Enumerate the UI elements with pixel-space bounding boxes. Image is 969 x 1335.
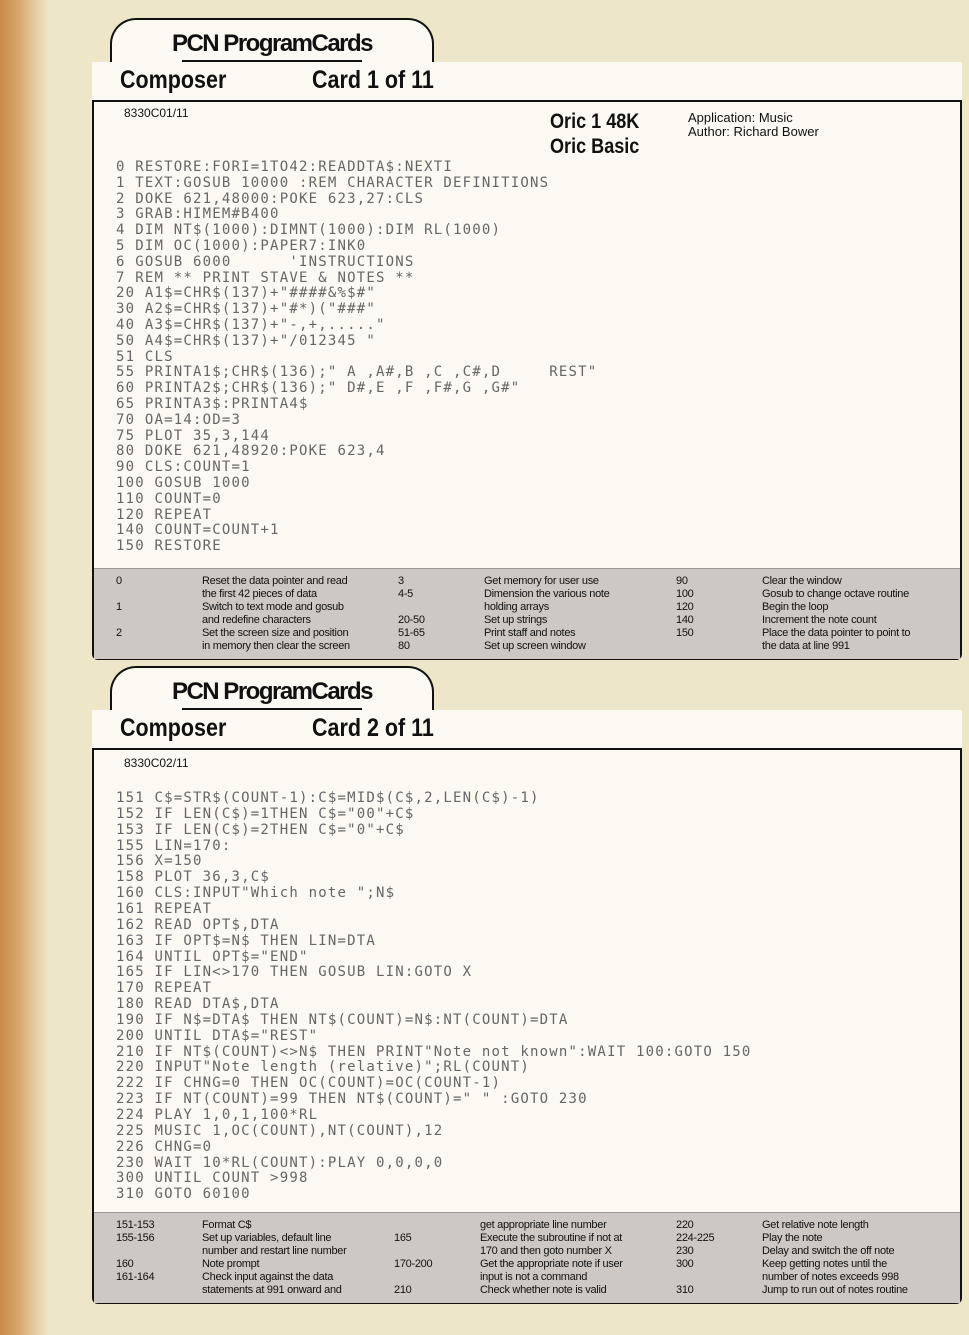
code-line: 7 REM ** PRINT STAVE & NOTES ** (116, 269, 415, 286)
note-lines: 1 (116, 601, 122, 613)
note-lines: 20-50 51-65 80 (398, 614, 425, 652)
code-line: 150 RESTORE (116, 538, 222, 555)
code-line: 100 GOSUB 1000 (116, 475, 251, 491)
code-line: 2 DOKE 621,48000:POKE 623,27:CLS (116, 190, 425, 207)
note-text: Get relative note length Play the note Delay and switch the off note Keep getting notes until the number of notes exceeds 998 Jump to run out of notes routine (762, 1219, 908, 1296)
binder-spine (0, 0, 48, 1335)
code-line: 225 MUSIC 1,OC(COUNT),NT(COUNT),12 (116, 1122, 444, 1139)
card-code-id: 8330C01/11 (124, 106, 189, 120)
note-text: Reset the data pointer and read the first 42 pieces of data (202, 575, 348, 600)
card-body (92, 748, 962, 1304)
code-line: 300 UNTIL COUNT >998 (116, 1170, 309, 1187)
note-text: Format C$ Set up variables, default line number and restart line number Note prompt Check input against the data statements at 991 onward and (202, 1219, 347, 1296)
note-lines: 0 (116, 575, 122, 587)
code-line: 152 IF LEN(C$)=1THEN C$="00"+C$ (116, 805, 415, 822)
code-line: 162 READ OPT$,DTA (116, 916, 280, 933)
note-text: Set the screen size and position in memory then clear the screen (202, 627, 350, 652)
code-line: 151 C$=STR$(COUNT-1):C$=MID$(C$,2,LEN(C$)-1) (116, 790, 540, 806)
application-label: Application: Music (688, 110, 793, 125)
code-line: 163 IF OPT$=N$ THEN LIN=DTA (116, 932, 376, 949)
note-text: Get memory for user use Dimension the various note holding arrays (484, 575, 610, 613)
card-header (92, 62, 962, 102)
note-text: get appropriate line number Execute the subroutine if not at 170 and then goto number X Get the appropriate note if user input is not a command Check whether note is valid (480, 1219, 623, 1296)
code-line: 310 GOTO 60100 (116, 1186, 251, 1203)
code-line: 156 X=150 (116, 853, 203, 870)
program-title: Composer (120, 714, 227, 742)
note-text: Set up strings Print staff and notes Set up screen window (484, 614, 586, 652)
code-line: 1 TEXT:GOSUB 10000 :REM CHARACTER DEFINITIONS (116, 174, 550, 191)
card-number: Card 1 of 11 (312, 66, 434, 94)
program-title: Composer (120, 66, 227, 94)
code-line: 224 PLAY 1,0,1,100*RL (116, 1107, 319, 1123)
note-lines: 3 4-5 (398, 575, 413, 600)
code-line: 160 CLS:INPUT"Which note ";N$ (116, 885, 396, 902)
code-line: 210 IF NT$(COUNT)<>N$ THEN PRINT"Note not known":WAIT 100:GOTO 150 (116, 1043, 752, 1060)
card-tab (110, 666, 434, 712)
note-text: Switch to text mode and gosub and redefine characters (202, 601, 344, 626)
card-number: Card 2 of 11 (312, 714, 434, 742)
code-line: 223 IF NT(COUNT)=99 THEN NT$(COUNT)=" " :GOTO 230 (116, 1091, 588, 1108)
code-line: 70 OA=14:OD=3 (116, 411, 242, 428)
code-line: 190 IF N$=DTA$ THEN NT$(COUNT)=N$:NT(COUNT)=DTA (116, 1011, 569, 1028)
code-line: 90 CLS:COUNT=1 (116, 459, 251, 476)
note-lines: 2 (116, 627, 122, 639)
notes-panel (94, 568, 960, 659)
author-label: Author: Richard Bower (688, 124, 819, 139)
code-line: 40 A3$=CHR$(137)+"-,+,....." (116, 317, 386, 333)
code-line: 153 IF LEN(C$)=2THEN C$="0"+C$ (116, 821, 405, 838)
code-line: 226 CHNG=0 (116, 1138, 213, 1155)
card-tab (110, 18, 434, 64)
code-line: 75 PLOT 35,3,144 (116, 427, 271, 444)
card-header (92, 710, 962, 750)
code-line: 80 DOKE 621,48920:POKE 623,4 (116, 443, 386, 460)
code-line: 165 IF LIN<>170 THEN GOSUB LIN:GOTO X (116, 964, 473, 981)
code-line: 51 CLS (116, 348, 174, 365)
code-line: 140 COUNT=COUNT+1 (116, 522, 280, 539)
code-line: 20 A1$=CHR$(137)+"####&%$#" (116, 285, 376, 302)
code-line: 155 LIN=170: (116, 837, 232, 854)
note-lines: 151-153 155-156 160 161-164 (116, 1219, 155, 1283)
code-line: 220 INPUT"Note length (relative)";RL(COUNT) (116, 1059, 531, 1076)
code-line: 5 DIM OC(1000):PAPER7:INK0 (116, 238, 367, 254)
note-text: Clear the window Gosub to change octave routine Begin the loop Increment the note count Place the data pointer to point to the data at line 991 (762, 575, 911, 652)
code-line: 200 UNTIL DTA$="REST" (116, 1027, 319, 1044)
code-line: 170 REPEAT (116, 980, 213, 997)
note-lines: 220 224-225 230 300 310 (676, 1219, 715, 1296)
code-line: 222 IF CHNG=0 THEN OC(COUNT)=OC(COUNT-1) (116, 1075, 502, 1092)
code-line: 164 UNTIL OPT$="END" (116, 948, 309, 965)
notes-panel (94, 1212, 960, 1303)
code-line: 161 REPEAT (116, 900, 213, 917)
code-line: 110 COUNT=0 (116, 490, 222, 507)
code-line: 65 PRINTA3$:PRINTA4$ (116, 396, 309, 412)
code-line: 6 GOSUB 6000 'INSTRUCTIONS (116, 253, 415, 270)
note-lines: 165 170-200 210 (394, 1232, 433, 1296)
code-line: 180 READ DTA$,DTA (116, 996, 280, 1013)
code-line: 3 GRAB:HIMEM#B400 (116, 206, 280, 223)
code-line: 60 PRINTA2$;CHR$(136);" D#,E ,F ,F#,G ,G#" (116, 380, 521, 397)
code-line: 4 DIM NT$(1000):DIMNT(1000):DIM RL(1000) (116, 222, 502, 239)
machine-name: Oric 1 48K (550, 110, 640, 133)
code-line: 30 A2$=CHR$(137)+"#*)("###" (116, 301, 376, 318)
language-name: Oric Basic (550, 135, 640, 158)
code-line: 55 PRINTA1$;CHR$(136);" A ,A#,B ,C ,C#,D REST" (116, 364, 598, 381)
card-code-id: 8330C02/11 (124, 756, 189, 770)
card-body (92, 100, 962, 660)
code-line: 0 RESTORE:FORI=1TO42:READDTA$:NEXTI (116, 159, 454, 175)
brand-logo: PCN ProgramCards (171, 30, 373, 57)
code-line: 230 WAIT 10*RL(COUNT):PLAY 0,0,0,0 (116, 1154, 444, 1171)
code-line: 120 REPEAT (116, 506, 213, 523)
brand-logo: PCN ProgramCards (171, 678, 373, 705)
code-line: 158 PLOT 36,3,C$ (116, 869, 271, 886)
note-lines: 90 100 120 140 150 (676, 575, 694, 639)
code-line: 50 A4$=CHR$(137)+"/012345 " (116, 332, 376, 349)
